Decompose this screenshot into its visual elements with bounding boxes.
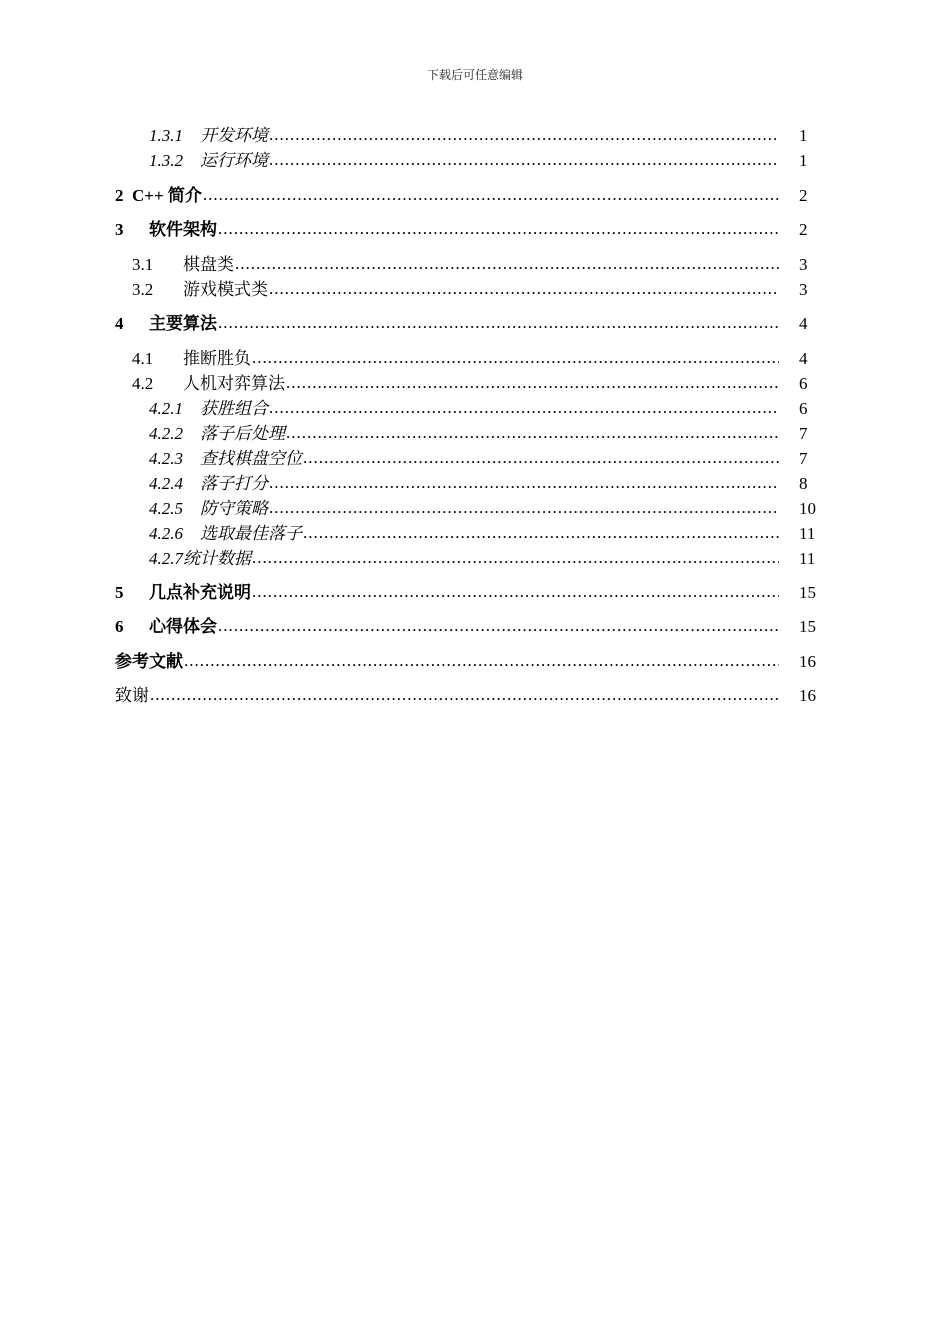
toc-entry-number: 4 [115, 314, 124, 333]
toc-entry[interactable] [115, 125, 835, 147]
toc-entry[interactable] [115, 423, 835, 445]
toc-entry-page: 6 [799, 374, 808, 393]
toc-entry-number: 4.2.3 [149, 449, 183, 468]
toc-entry-page: 7 [799, 424, 808, 443]
toc-entry-title: C++ 简介 [132, 186, 202, 205]
toc-leader-dots [184, 650, 779, 672]
toc-leader-dots [269, 124, 779, 146]
toc-entry-title: 致谢 [115, 686, 149, 705]
toc-entry-number: 3 [115, 220, 124, 239]
toc-entry[interactable] [115, 150, 835, 172]
toc-leader-dots [252, 547, 779, 569]
toc-entry-page: 2 [799, 220, 808, 239]
toc-entry[interactable] [115, 313, 835, 335]
toc-entry[interactable] [115, 582, 835, 604]
toc-entry-page: 6 [799, 399, 808, 418]
toc-entry-title: 游戏模式类 [183, 280, 268, 299]
toc-entry-number: 6 [115, 617, 124, 636]
toc-entry-page: 1 [799, 151, 808, 170]
toc-entry-page: 3 [799, 280, 808, 299]
toc-entry-number: 4.2.4 [149, 474, 183, 493]
toc-entry-title: 棋盘类 [183, 255, 234, 274]
toc-entry-title: 几点补充说明 [149, 583, 251, 602]
toc-entry-number: 1.3.2 [149, 151, 183, 170]
toc-entry[interactable] [115, 398, 835, 420]
toc-leader-dots [269, 278, 779, 300]
toc-entry-title: 心得体会 [149, 617, 217, 636]
toc-leader-dots [252, 581, 779, 603]
toc-entry[interactable] [115, 279, 835, 301]
toc-leader-dots [150, 684, 779, 706]
toc-entry-page: 3 [799, 255, 808, 274]
toc-entry-page: 15 [799, 583, 816, 602]
toc-entry-page: 7 [799, 449, 808, 468]
toc-entry-page: 15 [799, 617, 816, 636]
toc-leader-dots [218, 312, 779, 334]
toc-leader-dots [218, 218, 779, 240]
toc-entry-page: 4 [799, 314, 808, 333]
toc-leader-dots [286, 422, 779, 444]
toc-entry-title: 开发环境 [200, 126, 268, 145]
toc-entry-title: 获胜组合 [200, 399, 268, 418]
toc-entry[interactable] [115, 219, 835, 241]
toc-entry-page: 1 [799, 126, 808, 145]
toc-leader-dots [269, 472, 779, 494]
toc-entry-title: 参考文献 [115, 652, 183, 671]
toc-leader-dots [303, 522, 779, 544]
toc-entry-number: 1.3.1 [149, 126, 183, 145]
toc-entry[interactable] [115, 498, 835, 520]
page-header: 下载后可任意编辑 [426, 68, 523, 82]
toc-leader-dots [235, 253, 779, 275]
toc-entry-number: 4.1 [132, 349, 154, 368]
toc-entry[interactable] [115, 448, 835, 470]
toc-leader-dots [286, 372, 779, 394]
toc-entry-page: 16 [799, 652, 816, 671]
toc-entry-title: 防守策略 [200, 499, 268, 518]
toc-entry-number: 2 [115, 186, 124, 205]
toc-entry-number: 4.2 [132, 374, 154, 393]
toc-leader-dots [269, 397, 779, 419]
toc-entry-number: 3.1 [132, 255, 154, 274]
toc-entry[interactable] [115, 373, 835, 395]
toc-entry-page: 2 [799, 186, 808, 205]
toc-entry-title: 查找棋盘空位 [200, 449, 302, 468]
toc-entry-number: 4.2.5 [149, 499, 183, 518]
toc-entry[interactable] [115, 651, 835, 673]
toc-entry-number: 3.2 [132, 280, 154, 299]
toc-entry-title: 选取最佳落子 [200, 524, 302, 543]
toc-entry-title: 主要算法 [149, 314, 217, 333]
toc-entry-page: 4 [799, 349, 808, 368]
toc-entry[interactable] [115, 185, 835, 207]
toc-entry[interactable] [115, 523, 835, 545]
toc-entry-title: 软件架构 [149, 220, 217, 239]
toc-entry-number: 4.2.7 [149, 549, 183, 568]
toc-entry[interactable] [115, 685, 835, 707]
toc-entry-page: 11 [799, 549, 816, 568]
toc-entry-number: 4.2.1 [149, 399, 183, 418]
toc-entry-page: 11 [799, 524, 816, 543]
toc-entry[interactable] [115, 548, 835, 570]
toc-entry-title: 落子后处理 [200, 424, 285, 443]
toc-leader-dots [269, 497, 779, 519]
toc-entry-title: 落子打分 [200, 474, 268, 493]
toc-entry-page: 10 [799, 499, 816, 518]
toc-entry-title: 推断胜负 [183, 349, 251, 368]
toc-entry[interactable] [115, 473, 835, 495]
toc-entry[interactable] [115, 616, 835, 638]
toc-entry-title: 运行环境 [200, 151, 268, 170]
toc-entry-title: 人机对弈算法 [183, 374, 285, 393]
toc-entry-title: 统计数据 [183, 549, 251, 568]
toc-entry-number: 5 [115, 583, 124, 602]
toc-entry-number: 4.2.2 [149, 424, 183, 443]
toc-entry[interactable] [115, 254, 835, 276]
toc-leader-dots [269, 149, 779, 171]
toc-leader-dots [303, 447, 779, 469]
toc-entry-number: 4.2.6 [149, 524, 183, 543]
toc-entry-page: 16 [799, 686, 816, 705]
toc-leader-dots [203, 184, 779, 206]
toc-entry-page: 8 [799, 474, 808, 493]
toc-leader-dots [218, 615, 779, 637]
toc-entry[interactable] [115, 348, 835, 370]
toc-leader-dots [252, 347, 779, 369]
